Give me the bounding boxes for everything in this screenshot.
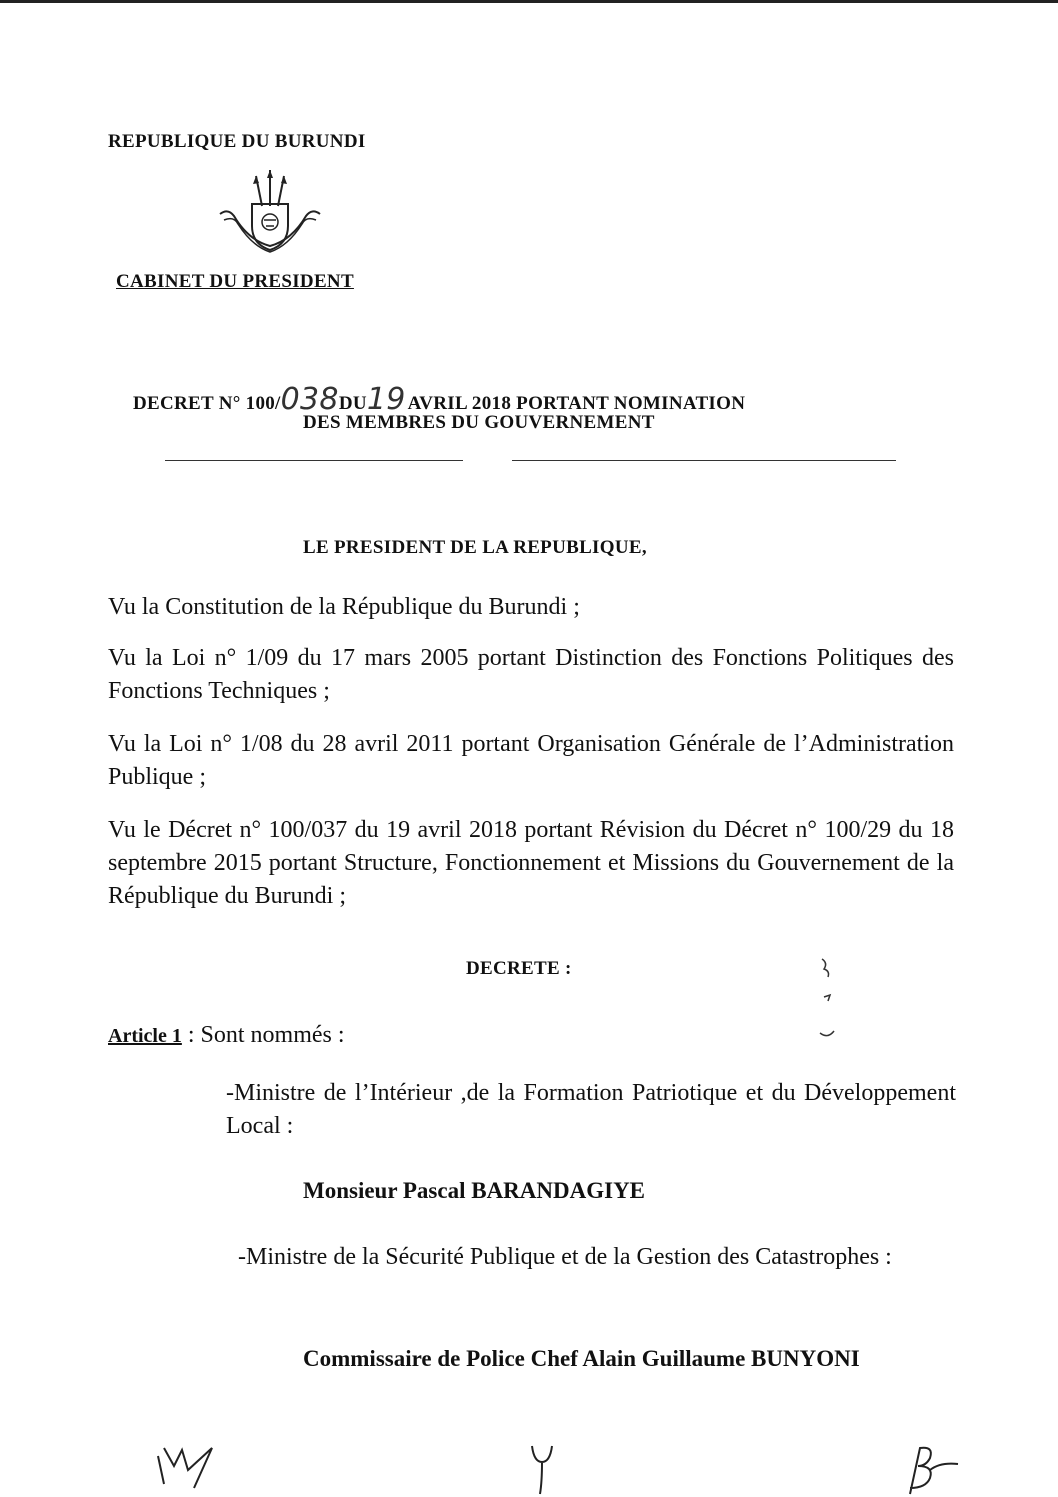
president-heading: LE PRESIDENT DE LA REPUBLIQUE, [303,537,647,558]
initials-right-mark [896,1442,966,1497]
article-1-text: : Sont nommés : [181,1022,345,1048]
vu-clause-decret-2018: Vu le Décret n° 100/037 du 19 avril 2018 portant Révision du Décret n° 100/29 du 18 septembre 2015 portant Structure, Fonctionnement et Missions du Gouvernement de la République du Burundi ; [108,817,954,909]
appointment-2-ministry: -Ministre de la Sécurité Publique et de la Gestion des Catastrophes : [238,1244,892,1270]
decrete-heading: DECRETE : [466,958,572,979]
appointment-1-ministry: -Ministre de l’Intérieur ,de la Formation Patriotique et du Développement Local : [226,1080,956,1139]
handwritten-decree-day: 19 [366,382,406,417]
page-top-border [0,0,1058,3]
decree-number-prefix: DECRET N° 100/ [133,393,281,414]
initials-center-mark [528,1440,558,1496]
vu-clause-loi-2011: Vu la Loi n° 1/08 du 28 avril 2011 portant Organisation Générale de l’Administration Publique ; [108,731,954,790]
republic-heading: REPUBLIQUE DU BURUNDI [108,131,366,152]
article-1-line [108,1019,345,1053]
decree-title-du: DU [338,393,367,414]
margin-marks [816,955,840,1050]
title-rule-right [512,460,896,461]
coat-of-arms-emblem [216,168,324,268]
decree-title-rest: AVRIL 2018 PORTANT NOMINATION [407,393,746,414]
cabinet-heading: CABINET DU PRESIDENT [116,271,354,292]
title-rule-left [165,460,463,461]
article-1-label: Article 1 [108,1025,182,1047]
appointment-1-name: Monsieur Pascal BARANDAGIYE [303,1178,646,1203]
handwritten-decree-number: 038 [280,382,339,417]
vu-clause-constitution: Vu la Constitution de la République du Burundi ; [108,594,580,620]
appointment-2-name: Commissaire de Police Chef Alain Guillaume BUNYONI [303,1346,860,1371]
initials-left-mark [150,1436,220,1496]
vu-clause-loi-2005: Vu la Loi n° 1/09 du 17 mars 2005 portant Distinction des Fonctions Politiques des Fonctions Techniques ; [108,645,954,704]
decree-title-line2: DES MEMBRES DU GOUVERNEMENT [303,412,655,433]
